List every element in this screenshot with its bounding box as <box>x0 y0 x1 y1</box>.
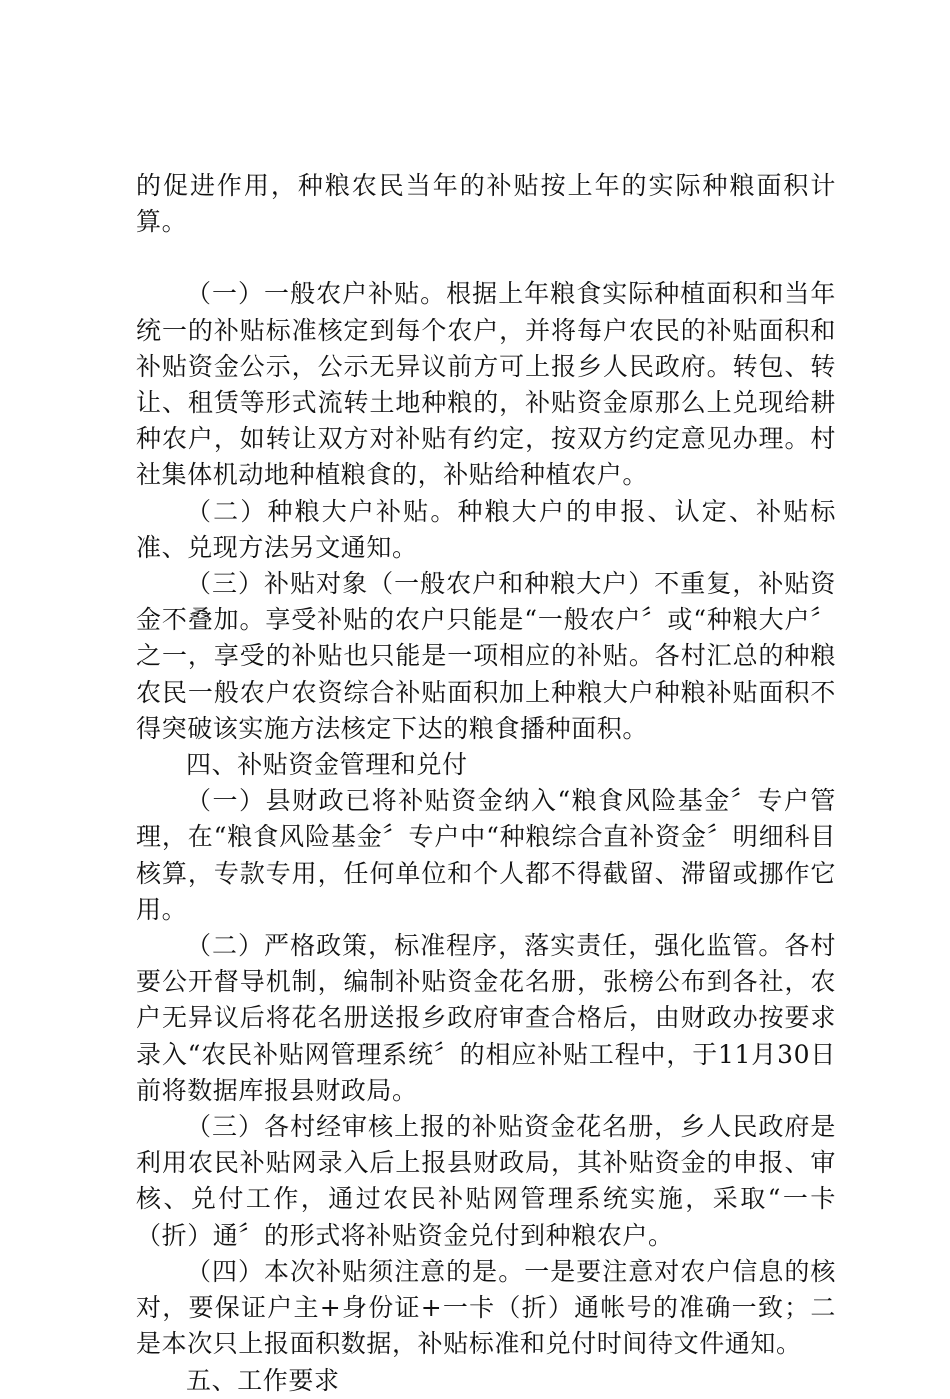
section-heading-fund-management: 四、补贴资金管理和兑付 <box>186 750 468 780</box>
paragraph-general-farmer-subsidy: （一）一般农户补贴。根据上年粮食实际种植面积和当年统一的补贴标准核定到每个农户，并将每户农民的补贴面积和补贴资金公示，公示无异议前方可上报乡人民政府。转包、转让、租赁等形式流转土地种粮的，补贴资金原那么上兑现给耕种农户，如转让双方对补贴有约定，按双方约定意见办理。村社集体机动地种植粮食的，补贴给种植农户。 <box>136 279 836 490</box>
section-heading-work-requirements: 五、工作要求 <box>186 1365 340 1395</box>
paragraph-subsidy-targets: （三）补贴对象（一般农户和种粮大户）不重复，补贴资金不叠加。享受补贴的农户只能是“一般农户〞或“种粮大户〞之一，享受的补贴也只能是一项相应的补贴。各村汇总的种粮农民一般农户农资综合补贴面积加上种粮大户种粮补贴面积不得突破该实施方法核定下达的粮食播种面积。 <box>136 569 836 743</box>
paragraph-strict-policy: （二）严格政策，标准程序，落实责任，强化监管。各村要公开督导机制，编制补贴资金花名册，张榜公布到各社，农户无异议后将花名册送报乡政府审查合格后，由财政办按要求录入“农民补贴网管理系统〞的相应补贴工程中，于11月30日前将数据库报县财政局。 <box>136 931 836 1105</box>
paragraph-risk-fund-account: （一）县财政已将补贴资金纳入“粮食风险基金〞专户管理，在“粮食风险基金〞专户中“种粮综合直补资金〞明细科目核算，专款专用，任何单位和个人都不得截留、滞留或挪作它用。 <box>136 786 836 924</box>
paragraph-large-grower-subsidy: （二）种粮大户补贴。种粮大户的申报、认定、补贴标准、兑现方法另文通知。 <box>136 496 836 562</box>
document-body <box>136 168 836 1399</box>
paragraph-notes: （四）本次补贴须注意的是。一是要注意对农户信息的核对，要保证户主+身份证+一卡（折）通帐号的准确一致；二是本次只上报面积数据，补贴标准和兑付时间待文件通知。 <box>136 1256 836 1359</box>
paragraph-roster-review: （三）各村经审核上报的补贴资金花名册，乡人民政府是利用农民补贴网录入后上报县财政局，其补贴资金的申报、审核、兑付工作，通过农民补贴网管理系统实施，采取“一卡（折）通〞的形式将补贴资金兑付到种粮农户。 <box>136 1112 836 1250</box>
continuation-paragraph: 的促进作用，种粮农民当年的补贴按上年的实际种粮面积计算。 <box>136 171 836 237</box>
